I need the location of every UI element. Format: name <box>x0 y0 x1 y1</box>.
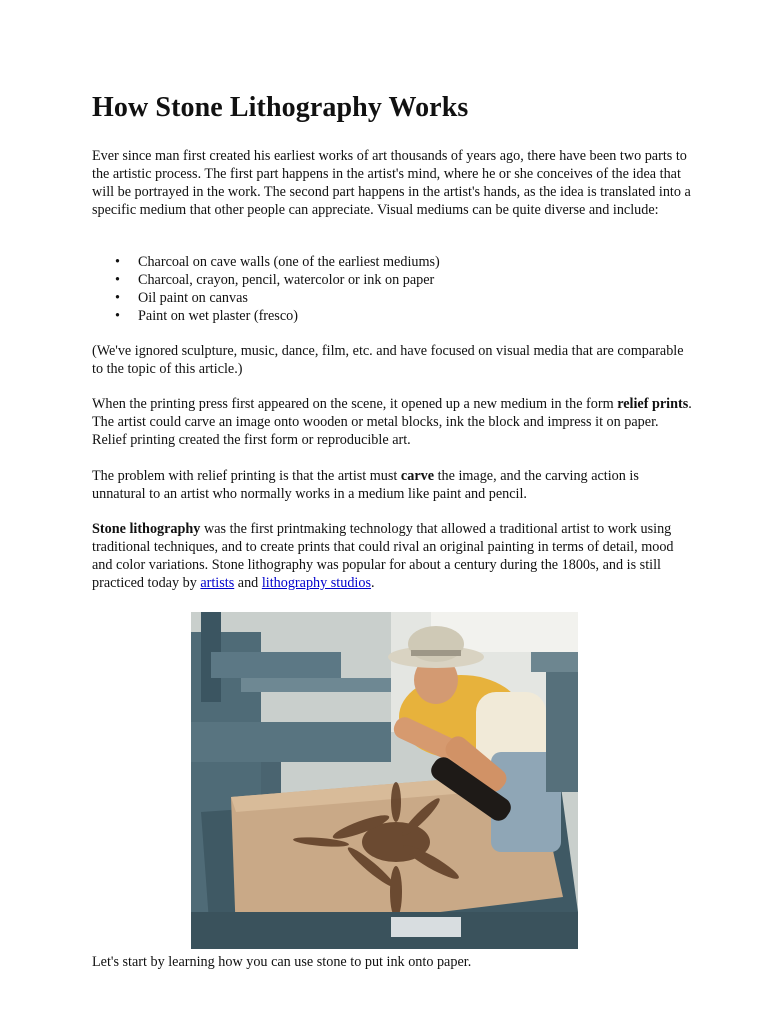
list-item-text: Charcoal on cave walls (one of the earliest mediums) <box>138 254 440 270</box>
stone-lithography-term: Stone lithography <box>92 521 201 537</box>
note-paragraph: (We've ignored sculpture, music, dance, film, etc. and have focused on visual media that are comparable to the topic of this article.) <box>92 343 684 377</box>
stone-text-end: . <box>371 575 375 591</box>
problem-paragraph <box>92 467 692 503</box>
relief-text-start: When the printing press first appeared on the scene, it opened up a new medium in the form <box>92 396 618 412</box>
page-title: How Stone Lithography Works <box>92 92 469 123</box>
stone-text-middle: and <box>234 575 262 591</box>
carve-term: carve <box>400 468 435 484</box>
list-item <box>115 253 698 271</box>
lithography-studios-link[interactable]: lithography studios <box>261 575 371 591</box>
list-item-text: Charcoal, crayon, pencil, watercolor or ink on paper <box>138 272 435 288</box>
relief-text-end: . The artist could carve an image onto wooden or metal blocks, ink the block and impress it on paper. Relief printing created the first form or reproducible art. <box>92 396 692 448</box>
bullet-icon: • <box>115 290 120 306</box>
relief-prints-term: relief prints <box>617 396 689 412</box>
intro-paragraph: Ever since man first created his earliest works of art thousands of years ago, there have been two parts to the artistic process. The first part happens in the artist's mind, where he or she conceives of the idea that will be portrayed in the work. The second part happens in the artist's hands, as the idea is translated into a specific medium that other people can appreciate. Visual mediums can be quite diverse and include: <box>92 148 691 218</box>
stone-text-start: was the first printmaking technology that allowed a traditional artist to work using traditional techniques, and to create prints that could rival an original painting in terms of detail, mood and color variations. Stone lithography was popular for about a century during the 1800s, and is still practiced today by <box>92 521 674 591</box>
list-item <box>115 307 698 325</box>
problem-text-end: the image, and the carving action is unnatural to an artist who normally works in a medium like paint and pencil. <box>92 468 639 502</box>
stone-lithography-paragraph <box>92 520 692 592</box>
medium-list <box>92 253 698 325</box>
artists-link[interactable]: artists <box>200 575 235 591</box>
closing-paragraph: Let's start by learning how you can use stone to put ink onto paper. <box>92 954 472 970</box>
list-item-text: Paint on wet plaster (fresco) <box>138 308 298 324</box>
list-item-text: Oil paint on canvas <box>138 290 248 306</box>
lithography-press-photo <box>191 612 578 949</box>
bullet-icon: • <box>115 254 120 270</box>
bullet-icon: • <box>115 272 120 288</box>
list-item <box>115 289 698 307</box>
relief-paragraph <box>92 395 692 449</box>
list-item <box>115 271 698 289</box>
bullet-icon: • <box>115 308 120 324</box>
problem-text-start: The problem with relief printing is that the artist must <box>92 468 401 484</box>
